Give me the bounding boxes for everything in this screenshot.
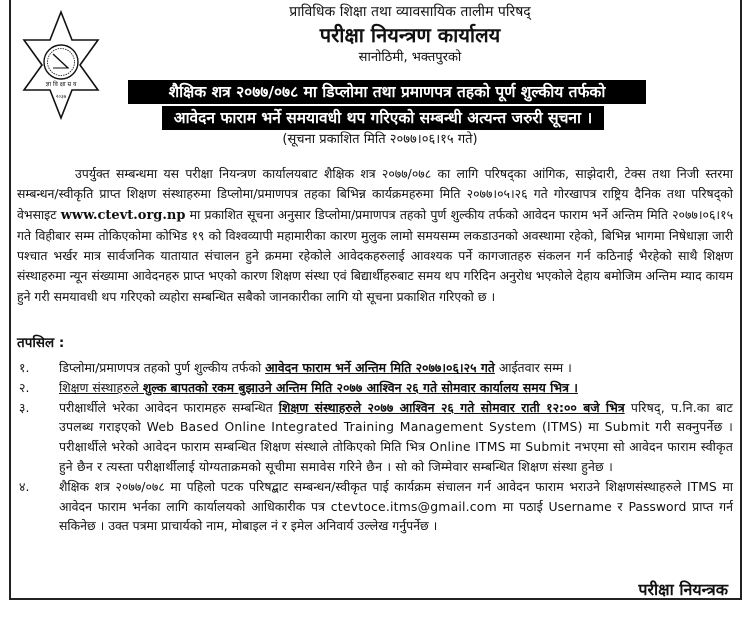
tapsil-heading: तपसिल : [17, 335, 65, 351]
item-deadline-highlight: शिक्षण संस्थाहरुले २०७७ आश्विन २६ गते सोमवार राती १२:०० बजे भित्र [278, 399, 625, 415]
notice-title-line-1: शैक्षिक शत्र २०७७/०७८ मा डिप्लोमा तथा प्रमाणपत्र तहको पूर्ण शुल्कीय तर्फको [128, 80, 646, 104]
list-item [17, 398, 733, 477]
document-header [110, 2, 670, 68]
svg-text:२०३७: २०३७ [55, 94, 67, 100]
item-text [59, 398, 733, 477]
item-text-plain: मा पठाई Username र Password प्राप्त गर्न सकिनेछ । उक्त पत्रमा प्राचार्यको नाम, मोबाइल नं र इमेल अनिवार्य उल्लेख गर्नुपर्नेछ । [59, 498, 733, 534]
body-text-part-2: मा प्रकाशित सूचना अनुसार डिप्लोमा/प्रमाणपत्र तहको पुर्ण शुल्कीय तर्फको आवेदन फाराम भर्ने अन्तिम मिति २०७७।०६।१५ गते विहीबार सम्म तोकिएकोमा कोभिड १९ को विश्वव्यापी महामारीका कारण मुलुक लामो समयसम्म लकडाउनको अवस्थामा रहेको, बिभिन्न भागमा निषेधाज्ञा जारी पश्चात भर्खर मात्र सार्वजनिक यातायात संचालन हुने क्रममा रहेकोले आवेदकहरुलाई आवश्यक पर्ने कागजातहरु संकलन गर्न कठिनाई भैरहेको साथै शिक्षण संस्थाहरुमा न्यून संख्यामा आवेदनहरु प्राप्त भएको कारण शिक्षण संस्था एवं बिद्यार्थीहरुबाट समय थप गरिदिन अनुरोध भएकोले देहाय बमोजिम अन्तिम म्याद कायम हुने गरी समयावधी थप गरिएको व्यहोरा सम्बन्धित सबैको जानकारीका लागि यो सूचना प्रकाशित गरिएको छ । [17, 206, 734, 304]
item-text [59, 358, 733, 378]
item-text-plain: शैक्षिक शत्र २०७७/०७८ मा पहिलो पटक परिषद्बाट सम्बन्धन/स्वीकृत पाई कार्यक्रम संचालन गर्न आवेदन फाराम भराउने शिक्षणसंस्थाहरुले ITMS मा आवेदन फाराम भर्नका लागि कार्यालयको आधिकारीक पत्र [59, 478, 733, 514]
item-text-plain: परिषद्, प.नि.का बाट उपलब्ध गराइएको Web Based Online Integrated Training Management System (ITMS) मा Submit गरी सक्नुपर्नेछ । परीक्षार्थीले भरेको आवेदन फाराम सम्बन्धित शिक्षण संस्थाले तोकिएको मिति भित्र Online ITMS मा Submit नभएमा सो आवेदन फाराम स्वीकृत हुने छैन र त्यस्ता परीक्षार्थीलाई योग्यताक्रमको सूचीमा समावेस गरिने छैन । सो को जिम्मेवार सम्बन्धित शिक्षण संस्था हुनेछ । [59, 399, 733, 474]
item-number: ३. [19, 399, 30, 415]
list-item [17, 477, 733, 536]
svg-text:ज्ञा वि क्षा म्र व: ज्ञा वि क्षा म्र व [45, 81, 77, 88]
list-item [17, 358, 733, 378]
item-text [59, 477, 733, 536]
item-text-plain: परीक्षार्थीले भरेका आवेदन फारामहरु सम्बन्धित [59, 399, 279, 415]
notice-title-line-2: आवेदन फाराम भर्ने समयावधी थप गरिएको सम्बन्धी अत्यन्त जरुरी सूचना । [162, 106, 604, 130]
item-number: २. [19, 379, 30, 395]
office-location: सानोठिमी, भक्तपुरको [358, 50, 462, 65]
office-name: परीक्षा नियन्त्रण कार्यालय [319, 23, 501, 47]
item-text-plain: आईतवार सम्म । [494, 360, 572, 375]
body-paragraph [17, 164, 733, 307]
email-link[interactable]: ctevtoce.itms@gmail.com [330, 498, 497, 514]
tapsil-list [17, 358, 733, 536]
signature-exam-controller: परीक्षा नियन्त्रक [638, 580, 728, 599]
body-text-part-1: उपर्युक्त सम्बन्धमा यस परीक्षा नियन्त्रण कार्यालयबाट शैक्षिक शत्र २०७७/०७८ का लागि परिषद्का आंगिक, साझेदारी, टेक्स तथा निजी स्तरमा सम्बन्धन/स्वीकृति प्राप्त शिक्षण संस्थाहरुमा डिप्लोमा/प्रमाणपत्र तहका बिभिन्न कार्यक्रमहरुमा मिति २०७७।०५।२६ गते गोरखापत्र राष्ट्रिय दैनिक तथा परिषद्को वेभसाइट [17, 166, 733, 222]
item-deadline-highlight: शुल्क बापतको रकम बुझाउने अन्तिम मिति २०७७ आश्विन २६ गते सोमवार कार्यालय समय भित्र । [142, 379, 578, 395]
item-deadline-highlight: आवेदन फाराम भर्ने अन्तिम मिति २०७७।०६।२५ गते [265, 360, 495, 375]
council-name: प्राविधिक शिक्षा तथा व्यावसायिक तालीम परिषद् [289, 4, 531, 20]
nepal-government-star-emblem-icon [22, 10, 100, 120]
item-text-underlined: शिक्षण संस्थाहरुले [59, 379, 143, 395]
item-number: ४. [19, 478, 30, 494]
item-text-plain: डिप्लोमा/प्रमाणपत्र तहको पुर्ण शुल्कीय तर्फको [59, 360, 266, 375]
item-number: १. [19, 360, 30, 375]
published-date: (सूचना प्रकाशित मिति २०७७।०६।१५ गते) [282, 132, 478, 147]
list-item [17, 378, 733, 398]
website-link[interactable]: www.ctevt.org.np [60, 207, 186, 223]
item-text [59, 378, 733, 398]
